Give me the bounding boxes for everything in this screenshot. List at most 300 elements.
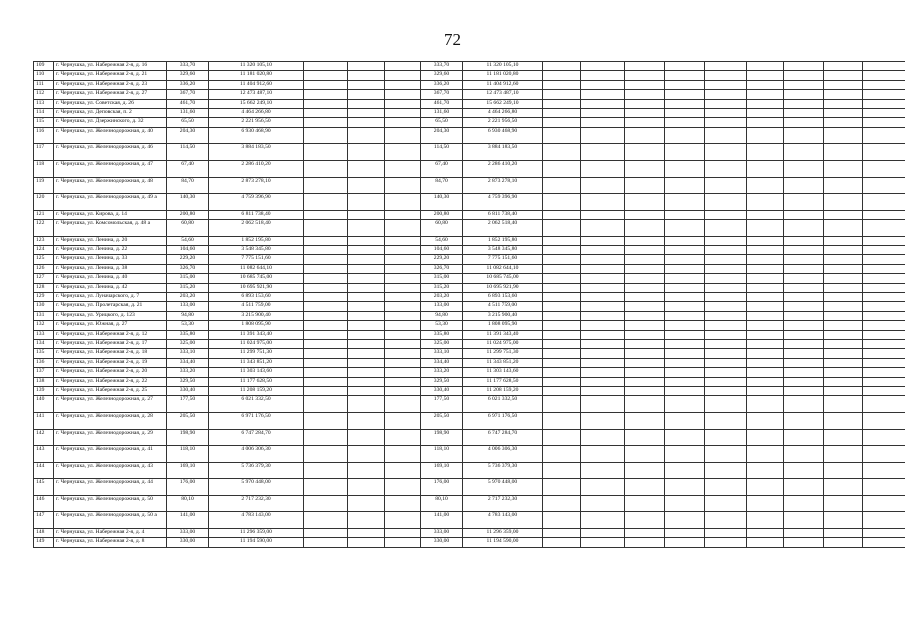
table-row bbox=[34, 160, 905, 177]
empty-cell bbox=[705, 236, 747, 245]
empty-cell bbox=[824, 462, 863, 479]
row-number: 131 bbox=[34, 311, 54, 320]
empty-cell bbox=[385, 412, 421, 429]
cost-cell: 1 808 095,90 bbox=[209, 321, 304, 330]
empty-cell bbox=[747, 529, 784, 538]
empty-cell bbox=[824, 512, 863, 529]
row-number: 138 bbox=[34, 377, 54, 386]
empty-cell bbox=[543, 529, 581, 538]
empty-cell bbox=[863, 339, 905, 348]
empty-cell bbox=[863, 302, 905, 311]
cost-repeat-cell: 6 930 468,90 bbox=[463, 127, 543, 144]
empty-cell bbox=[348, 377, 385, 386]
empty-cell bbox=[863, 246, 905, 255]
area-cell: 330,00 bbox=[167, 538, 209, 547]
area-repeat-cell: 65,50 bbox=[421, 118, 463, 127]
address-cell: г. Чернушка, ул. Ленина, д. 38 bbox=[54, 264, 167, 273]
empty-cell bbox=[581, 264, 625, 273]
empty-cell bbox=[625, 144, 665, 161]
empty-cell bbox=[385, 108, 421, 117]
empty-cell bbox=[581, 62, 625, 71]
empty-cell bbox=[705, 538, 747, 547]
area-repeat-cell: 367,70 bbox=[421, 90, 463, 99]
empty-cell bbox=[784, 118, 824, 127]
cost-repeat-cell: 6 021 332,50 bbox=[463, 396, 543, 413]
cost-repeat-cell: 15 662 249,10 bbox=[463, 99, 543, 108]
row-number: 111 bbox=[34, 80, 54, 89]
empty-cell bbox=[784, 246, 824, 255]
empty-cell bbox=[863, 127, 905, 144]
empty-cell bbox=[747, 330, 784, 339]
empty-cell bbox=[747, 495, 784, 512]
table-row bbox=[34, 99, 905, 108]
empty-cell bbox=[665, 99, 705, 108]
empty-cell bbox=[665, 377, 705, 386]
empty-cell bbox=[543, 293, 581, 302]
empty-cell bbox=[665, 90, 705, 99]
empty-cell bbox=[304, 293, 348, 302]
empty-cell bbox=[385, 386, 421, 395]
area-cell: 336,20 bbox=[167, 80, 209, 89]
empty-cell bbox=[348, 127, 385, 144]
empty-cell bbox=[747, 396, 784, 413]
address-cell: г. Чернушка, ул. Южная, д. 27 bbox=[54, 321, 167, 330]
empty-cell bbox=[784, 412, 824, 429]
empty-cell bbox=[705, 377, 747, 386]
address-cell: г. Чернушка, ул. Набережная 2-я, д. 21 bbox=[54, 71, 167, 80]
empty-cell bbox=[348, 80, 385, 89]
cost-cell: 6 747 284,70 bbox=[209, 429, 304, 446]
row-number: 112 bbox=[34, 90, 54, 99]
empty-cell bbox=[863, 220, 905, 237]
empty-cell bbox=[665, 396, 705, 413]
empty-cell bbox=[581, 293, 625, 302]
empty-cell bbox=[348, 538, 385, 547]
row-number: 109 bbox=[34, 62, 54, 71]
row-number: 120 bbox=[34, 194, 54, 211]
empty-cell bbox=[784, 479, 824, 496]
empty-cell bbox=[625, 293, 665, 302]
cost-cell: 11 296 359,00 bbox=[209, 529, 304, 538]
empty-cell bbox=[543, 462, 581, 479]
row-number: 148 bbox=[34, 529, 54, 538]
empty-cell bbox=[747, 311, 784, 320]
empty-cell bbox=[665, 127, 705, 144]
empty-cell bbox=[543, 220, 581, 237]
empty-cell bbox=[304, 377, 348, 386]
table-row bbox=[34, 412, 905, 429]
empty-cell bbox=[348, 302, 385, 311]
empty-cell bbox=[543, 368, 581, 377]
address-cell: г. Чернушка, ул. Железнодорожная, д. 46 bbox=[54, 144, 167, 161]
empty-cell bbox=[705, 412, 747, 429]
row-number: 126 bbox=[34, 264, 54, 273]
empty-cell bbox=[863, 118, 905, 127]
cost-cell: 4 464 266,80 bbox=[209, 108, 304, 117]
empty-cell bbox=[747, 538, 784, 547]
empty-cell bbox=[665, 358, 705, 367]
empty-cell bbox=[543, 321, 581, 330]
empty-cell bbox=[784, 512, 824, 529]
empty-cell bbox=[385, 495, 421, 512]
empty-cell bbox=[581, 377, 625, 386]
empty-cell bbox=[824, 412, 863, 429]
area-cell: 229,20 bbox=[167, 255, 209, 264]
data-table bbox=[33, 61, 905, 548]
area-cell: 367,70 bbox=[167, 90, 209, 99]
empty-cell bbox=[385, 71, 421, 80]
empty-cell bbox=[304, 358, 348, 367]
table-row bbox=[34, 246, 905, 255]
cost-cell: 2 221 956,50 bbox=[209, 118, 304, 127]
address-cell: г. Чернушка, ул. Ленина, д. 42 bbox=[54, 283, 167, 292]
cost-repeat-cell: 3 548 345,80 bbox=[463, 246, 543, 255]
empty-cell bbox=[581, 529, 625, 538]
empty-cell bbox=[705, 210, 747, 219]
address-cell: г. Чернушка, ул. Комсомольская, д. 48 а bbox=[54, 220, 167, 237]
empty-cell bbox=[863, 283, 905, 292]
row-number: 149 bbox=[34, 538, 54, 547]
empty-cell bbox=[863, 462, 905, 479]
empty-cell bbox=[863, 311, 905, 320]
area-cell: 84,70 bbox=[167, 177, 209, 194]
area-cell: 140,30 bbox=[167, 194, 209, 211]
empty-cell bbox=[625, 462, 665, 479]
empty-cell bbox=[304, 118, 348, 127]
empty-cell bbox=[385, 339, 421, 348]
empty-cell bbox=[824, 118, 863, 127]
empty-cell bbox=[784, 236, 824, 245]
empty-cell bbox=[784, 330, 824, 339]
empty-cell bbox=[824, 210, 863, 219]
row-number: 147 bbox=[34, 512, 54, 529]
table-row bbox=[34, 479, 905, 496]
empty-cell bbox=[747, 302, 784, 311]
cost-repeat-cell: 10 685 745,00 bbox=[463, 274, 543, 283]
row-number: 140 bbox=[34, 396, 54, 413]
empty-cell bbox=[705, 495, 747, 512]
empty-cell bbox=[665, 311, 705, 320]
empty-cell bbox=[581, 538, 625, 547]
empty-cell bbox=[784, 220, 824, 237]
empty-cell bbox=[304, 349, 348, 358]
empty-cell bbox=[385, 160, 421, 177]
table-row bbox=[34, 358, 905, 367]
cost-cell: 11 082 644,10 bbox=[209, 264, 304, 273]
address-cell: г. Чернушка, ул. Железнодорожная, д. 50 а bbox=[54, 512, 167, 529]
empty-cell bbox=[863, 368, 905, 377]
cost-cell: 11 194 590,00 bbox=[209, 538, 304, 547]
table-row bbox=[34, 194, 905, 211]
empty-cell bbox=[625, 358, 665, 367]
address-cell: г. Чернушка, ул. Железнодорожная, д. 27 bbox=[54, 396, 167, 413]
area-cell: 176,00 bbox=[167, 479, 209, 496]
empty-cell bbox=[824, 71, 863, 80]
row-number: 142 bbox=[34, 429, 54, 446]
row-number: 132 bbox=[34, 321, 54, 330]
cost-cell: 3 548 345,80 bbox=[209, 246, 304, 255]
empty-cell bbox=[625, 429, 665, 446]
area-repeat-cell: 325,00 bbox=[421, 339, 463, 348]
empty-cell bbox=[304, 71, 348, 80]
area-cell: 334,40 bbox=[167, 358, 209, 367]
empty-cell bbox=[304, 512, 348, 529]
empty-cell bbox=[348, 446, 385, 463]
cost-repeat-cell: 2 873 278,10 bbox=[463, 177, 543, 194]
empty-cell bbox=[705, 264, 747, 273]
empty-cell bbox=[304, 330, 348, 339]
empty-cell bbox=[625, 321, 665, 330]
empty-cell bbox=[824, 386, 863, 395]
empty-cell bbox=[665, 386, 705, 395]
empty-cell bbox=[581, 118, 625, 127]
table-row bbox=[34, 118, 905, 127]
empty-cell bbox=[824, 80, 863, 89]
address-cell: г. Чернушка, ул. Деповская, п. 2 bbox=[54, 108, 167, 117]
empty-cell bbox=[543, 236, 581, 245]
empty-cell bbox=[543, 127, 581, 144]
area-repeat-cell: 333,00 bbox=[421, 529, 463, 538]
empty-cell bbox=[784, 264, 824, 273]
empty-cell bbox=[348, 108, 385, 117]
empty-cell bbox=[304, 246, 348, 255]
empty-cell bbox=[784, 377, 824, 386]
cost-cell: 1 852 195,80 bbox=[209, 236, 304, 245]
cost-repeat-cell: 6 747 284,70 bbox=[463, 429, 543, 446]
area-repeat-cell: 118,10 bbox=[421, 446, 463, 463]
empty-cell bbox=[385, 220, 421, 237]
cost-cell: 6 021 332,50 bbox=[209, 396, 304, 413]
empty-cell bbox=[863, 538, 905, 547]
empty-cell bbox=[543, 495, 581, 512]
empty-cell bbox=[705, 220, 747, 237]
row-number: 124 bbox=[34, 246, 54, 255]
empty-cell bbox=[665, 349, 705, 358]
area-repeat-cell: 229,20 bbox=[421, 255, 463, 264]
empty-cell bbox=[304, 255, 348, 264]
row-number: 123 bbox=[34, 236, 54, 245]
empty-cell bbox=[385, 118, 421, 127]
empty-cell bbox=[543, 349, 581, 358]
empty-cell bbox=[824, 127, 863, 144]
empty-cell bbox=[581, 274, 625, 283]
empty-cell bbox=[705, 108, 747, 117]
area-cell: 60,80 bbox=[167, 220, 209, 237]
table-row bbox=[34, 293, 905, 302]
empty-cell bbox=[784, 529, 824, 538]
cost-cell: 3 215 900,40 bbox=[209, 311, 304, 320]
table-row bbox=[34, 255, 905, 264]
empty-cell bbox=[824, 368, 863, 377]
cost-repeat-cell: 2 062 518,40 bbox=[463, 220, 543, 237]
empty-cell bbox=[705, 446, 747, 463]
empty-cell bbox=[348, 512, 385, 529]
empty-cell bbox=[705, 311, 747, 320]
row-number: 117 bbox=[34, 144, 54, 161]
cost-repeat-cell: 4 759 396,90 bbox=[463, 194, 543, 211]
empty-cell bbox=[385, 283, 421, 292]
empty-cell bbox=[784, 321, 824, 330]
empty-cell bbox=[863, 90, 905, 99]
cost-cell: 11 343 851,20 bbox=[209, 358, 304, 367]
empty-cell bbox=[543, 144, 581, 161]
empty-cell bbox=[625, 495, 665, 512]
cost-cell: 2 873 278,10 bbox=[209, 177, 304, 194]
empty-cell bbox=[665, 293, 705, 302]
empty-cell bbox=[581, 386, 625, 395]
cost-repeat-cell: 12 473 487,10 bbox=[463, 90, 543, 99]
empty-cell bbox=[863, 495, 905, 512]
empty-cell bbox=[824, 283, 863, 292]
row-number: 125 bbox=[34, 255, 54, 264]
empty-cell bbox=[747, 246, 784, 255]
address-cell: г. Чернушка, ул. Дзержинского, д. 32 bbox=[54, 118, 167, 127]
empty-cell bbox=[581, 99, 625, 108]
empty-cell bbox=[385, 293, 421, 302]
cost-repeat-cell: 3 884 183,50 bbox=[463, 144, 543, 161]
empty-cell bbox=[625, 512, 665, 529]
empty-cell bbox=[543, 246, 581, 255]
empty-cell bbox=[824, 529, 863, 538]
cost-cell: 11 303 143,60 bbox=[209, 368, 304, 377]
empty-cell bbox=[304, 429, 348, 446]
empty-cell bbox=[784, 210, 824, 219]
empty-cell bbox=[625, 274, 665, 283]
empty-cell bbox=[348, 177, 385, 194]
empty-cell bbox=[784, 495, 824, 512]
cost-cell: 11 177 628,50 bbox=[209, 377, 304, 386]
empty-cell bbox=[304, 302, 348, 311]
empty-cell bbox=[543, 386, 581, 395]
table-row bbox=[34, 330, 905, 339]
area-repeat-cell: 204,30 bbox=[421, 127, 463, 144]
empty-cell bbox=[863, 358, 905, 367]
empty-cell bbox=[784, 446, 824, 463]
cost-repeat-cell: 11 343 851,20 bbox=[463, 358, 543, 367]
empty-cell bbox=[863, 194, 905, 211]
area-cell: 333,20 bbox=[167, 368, 209, 377]
empty-cell bbox=[705, 302, 747, 311]
cost-repeat-cell: 11 391 343,40 bbox=[463, 330, 543, 339]
empty-cell bbox=[784, 339, 824, 348]
empty-cell bbox=[863, 396, 905, 413]
area-repeat-cell: 333,70 bbox=[421, 62, 463, 71]
empty-cell bbox=[625, 283, 665, 292]
empty-cell bbox=[304, 90, 348, 99]
empty-cell bbox=[304, 495, 348, 512]
empty-cell bbox=[385, 462, 421, 479]
empty-cell bbox=[824, 177, 863, 194]
cost-cell: 4 511 759,00 bbox=[209, 302, 304, 311]
row-number: 135 bbox=[34, 349, 54, 358]
empty-cell bbox=[543, 255, 581, 264]
empty-cell bbox=[625, 311, 665, 320]
empty-cell bbox=[581, 160, 625, 177]
address-cell: г. Чернушка, ул. Железнодорожная, д. 40 bbox=[54, 127, 167, 144]
empty-cell bbox=[625, 194, 665, 211]
area-repeat-cell: 329,60 bbox=[421, 71, 463, 80]
empty-cell bbox=[304, 321, 348, 330]
empty-cell bbox=[581, 462, 625, 479]
cost-cell: 2 286 410,20 bbox=[209, 160, 304, 177]
empty-cell bbox=[581, 412, 625, 429]
area-cell: 53,30 bbox=[167, 321, 209, 330]
empty-cell bbox=[543, 412, 581, 429]
empty-cell bbox=[784, 255, 824, 264]
empty-cell bbox=[747, 144, 784, 161]
empty-cell bbox=[348, 236, 385, 245]
area-repeat-cell: 177,50 bbox=[421, 396, 463, 413]
empty-cell bbox=[747, 255, 784, 264]
table-row bbox=[34, 264, 905, 273]
empty-cell bbox=[304, 177, 348, 194]
row-number: 144 bbox=[34, 462, 54, 479]
empty-cell bbox=[824, 339, 863, 348]
empty-cell bbox=[705, 386, 747, 395]
empty-cell bbox=[348, 118, 385, 127]
empty-cell bbox=[747, 368, 784, 377]
empty-cell bbox=[784, 194, 824, 211]
cost-cell: 6 971 176,50 bbox=[209, 412, 304, 429]
empty-cell bbox=[705, 462, 747, 479]
empty-cell bbox=[581, 339, 625, 348]
area-cell: 80,10 bbox=[167, 495, 209, 512]
empty-cell bbox=[581, 177, 625, 194]
area-cell: 131,60 bbox=[167, 108, 209, 117]
cost-cell: 10 685 745,00 bbox=[209, 274, 304, 283]
empty-cell bbox=[304, 479, 348, 496]
empty-cell bbox=[348, 321, 385, 330]
cost-repeat-cell: 10 695 921,90 bbox=[463, 283, 543, 292]
empty-cell bbox=[665, 246, 705, 255]
empty-cell bbox=[581, 446, 625, 463]
empty-cell bbox=[543, 71, 581, 80]
empty-cell bbox=[348, 90, 385, 99]
empty-cell bbox=[824, 194, 863, 211]
empty-cell bbox=[385, 377, 421, 386]
empty-cell bbox=[824, 255, 863, 264]
empty-cell bbox=[348, 210, 385, 219]
address-cell: г. Чернушка, ул. Ленина, д. 20 bbox=[54, 236, 167, 245]
empty-cell bbox=[705, 349, 747, 358]
empty-cell bbox=[348, 264, 385, 273]
row-number: 141 bbox=[34, 412, 54, 429]
empty-cell bbox=[385, 80, 421, 89]
empty-cell bbox=[543, 377, 581, 386]
empty-cell bbox=[705, 283, 747, 292]
area-repeat-cell: 333,10 bbox=[421, 349, 463, 358]
area-cell: 329,50 bbox=[167, 377, 209, 386]
empty-cell bbox=[348, 283, 385, 292]
table-row bbox=[34, 495, 905, 512]
empty-cell bbox=[824, 108, 863, 117]
empty-cell bbox=[581, 108, 625, 117]
empty-cell bbox=[581, 429, 625, 446]
empty-cell bbox=[385, 144, 421, 161]
empty-cell bbox=[625, 236, 665, 245]
empty-cell bbox=[705, 339, 747, 348]
area-repeat-cell: 315,20 bbox=[421, 283, 463, 292]
empty-cell bbox=[705, 194, 747, 211]
row-number: 113 bbox=[34, 99, 54, 108]
empty-cell bbox=[385, 90, 421, 99]
empty-cell bbox=[543, 177, 581, 194]
empty-cell bbox=[581, 80, 625, 89]
empty-cell bbox=[385, 246, 421, 255]
empty-cell bbox=[863, 80, 905, 89]
empty-cell bbox=[747, 127, 784, 144]
empty-cell bbox=[863, 349, 905, 358]
